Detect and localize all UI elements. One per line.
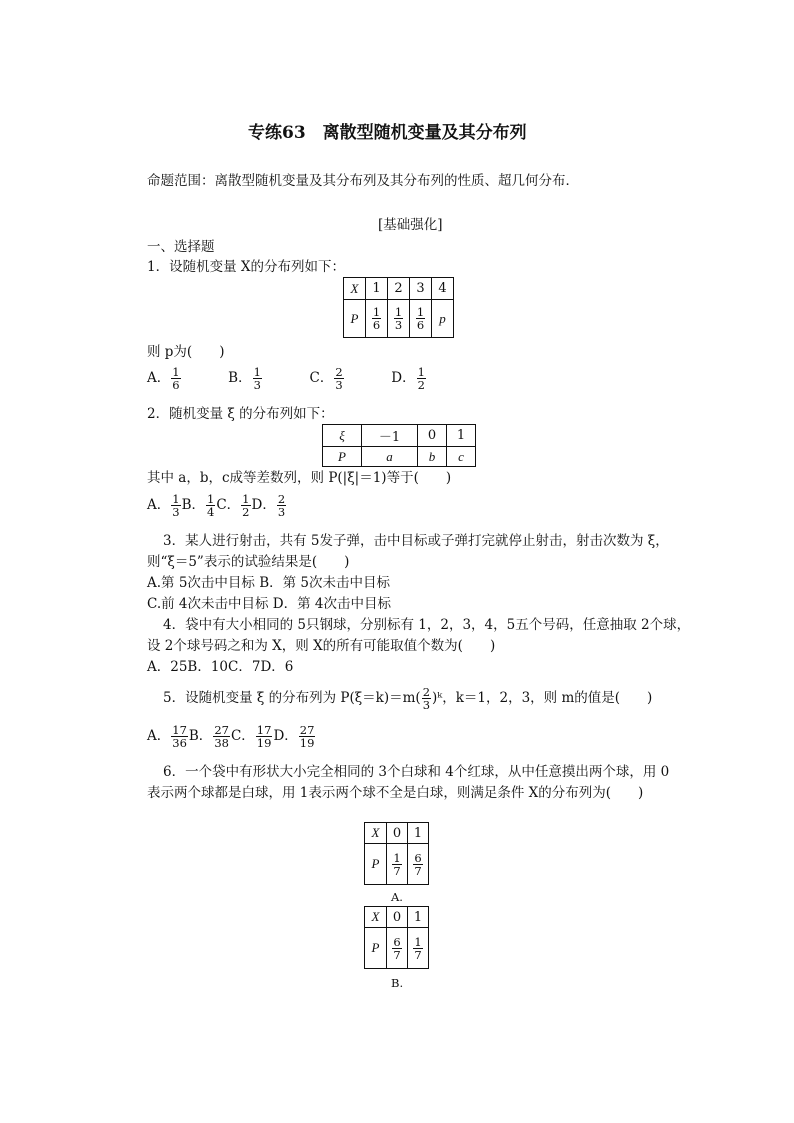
table-cell: 1 (408, 823, 429, 844)
fraction: $\frac{2}{3}$ (422, 685, 431, 712)
table-cell (388, 300, 410, 338)
table-cell: P (323, 447, 362, 467)
q1-stem: 1．设随机变量 X的分布列如下： (147, 259, 345, 275)
section-heading: [基础强化] (378, 217, 443, 233)
q3-line1: 3．某人进行射击，共有 5发子弹，击中目标或子弹打完就停止射击，射击次数为 ξ， (163, 533, 669, 549)
q6-option-b-caption[interactable]: B. (391, 976, 404, 990)
table-cell: 1 (447, 425, 476, 447)
q1-question: 则 p为( ) (147, 344, 225, 360)
table-cell: b (418, 447, 447, 467)
option-d[interactable]: D． $\frac{27}{19}$ (273, 723, 315, 750)
q2-options (147, 493, 287, 518)
option-b[interactable]: B． $\frac{27}{38}$ (188, 723, 229, 750)
q3-options-cd[interactable]: C.前 4次未击中目标 D．第 4次击中目标 (147, 596, 392, 612)
q6-table-a (364, 822, 429, 885)
table-cell: $\frac{1}{7}$ (408, 928, 429, 969)
q6-line2: 表示两个球都是白球，用 1表示两个球不全是白球，则满足条件 X的分布列为( ) (147, 785, 644, 801)
table-cell: $\frac{6}{7}$ (387, 928, 408, 969)
q2-distribution-table (322, 424, 476, 467)
q5-stem: 5．设随机变量 ξ 的分布列为 P(ξ＝k)＝m( $\frac{2}{3}$ )ᵏ，k＝1，2，3，则 m的值是( ) (163, 685, 653, 712)
table-cell: 1 (408, 907, 429, 928)
part-heading: 一、选择题 (147, 239, 215, 255)
table-cell: $\frac{6}{7}$ (408, 844, 429, 885)
table-cell: 3 (410, 278, 432, 300)
table-cell: c (447, 447, 476, 467)
table-cell: p (432, 300, 454, 338)
table-cell: ξ (323, 425, 362, 447)
q6-table-b (364, 906, 429, 969)
fraction: $\frac{1}{6}$ (416, 305, 425, 332)
table-cell: 4 (432, 278, 454, 300)
q5-options (147, 724, 316, 749)
page-title: 专练63 离散型随机变量及其分布列 (248, 123, 527, 143)
option-c[interactable]: C． $\frac{1}{2}$ (216, 492, 250, 519)
table-cell: X (365, 907, 387, 928)
table-cell: X (344, 278, 366, 300)
q1-options (147, 366, 427, 391)
q4-line2: 设 2个球号码之和为 X，则 X的所有可能取值个数为( ) (147, 638, 496, 654)
option-a[interactable]: A． $\frac{17}{36}$ (147, 723, 187, 750)
table-cell: 0 (418, 425, 447, 447)
scope-text: 命题范围：离散型随机变量及其分布列及其分布列的性质、超几何分布． (147, 173, 579, 189)
option-b[interactable]: B． $\frac{1}{3}$ (228, 365, 261, 392)
q2-question: 其中 a，b，c成等差数列，则 P(|ξ|＝1)等于( ) (147, 470, 452, 486)
table-cell: 0 (387, 907, 408, 928)
q2-stem: 2．随机变量 ξ 的分布列如下： (147, 406, 334, 422)
q6-option-a-caption[interactable]: A. (391, 890, 403, 904)
option-b[interactable]: B． $\frac{1}{4}$ (181, 492, 215, 519)
table-cell: a (362, 447, 418, 467)
option-d[interactable]: D． $\frac{2}{3}$ (251, 492, 286, 519)
fraction: $\frac{1}{3}$ (394, 305, 403, 332)
table-cell: P (344, 300, 366, 338)
option-c[interactable]: C． $\frac{17}{19}$ (230, 723, 272, 750)
table-cell: $\frac{1}{7}$ (387, 844, 408, 885)
table-cell (366, 300, 388, 338)
option-a[interactable]: A． $\frac{1}{3}$ (147, 492, 180, 519)
table-cell (410, 300, 432, 338)
table-cell: 1 (366, 278, 388, 300)
table-cell: P (365, 844, 387, 885)
option-a[interactable]: A． $\frac{1}{6}$ (147, 365, 180, 392)
q4-options[interactable]: A．25B．10C．7D．6 (147, 659, 294, 675)
q6-line1: 6．一个袋中有形状大小完全相同的 3个白球和 4个红球，从中任意摸出两个球，用 0 (163, 764, 670, 780)
table-cell: 0 (387, 823, 408, 844)
option-d[interactable]: D． $\frac{1}{2}$ (391, 365, 425, 392)
table-cell: X (365, 823, 387, 844)
q3-line2: 则“ξ＝5”表示的试验结果是( ) (147, 554, 350, 570)
q3-options-ab[interactable]: A.第 5次击中目标 B．第 5次未击中目标 (147, 575, 391, 591)
q4-line1: 4．袋中有大小相同的 5只钢球，分别标有 1，2，3，4，5五个号码，任意抽取 2个球， (163, 617, 691, 633)
table-cell: －1 (362, 425, 418, 447)
option-c[interactable]: C． $\frac{2}{3}$ (309, 365, 343, 392)
table-cell: P (365, 928, 387, 969)
table-cell: 2 (388, 278, 410, 300)
q1-distribution-table (343, 277, 454, 338)
fraction: $\frac{1}{6}$ (372, 305, 381, 332)
